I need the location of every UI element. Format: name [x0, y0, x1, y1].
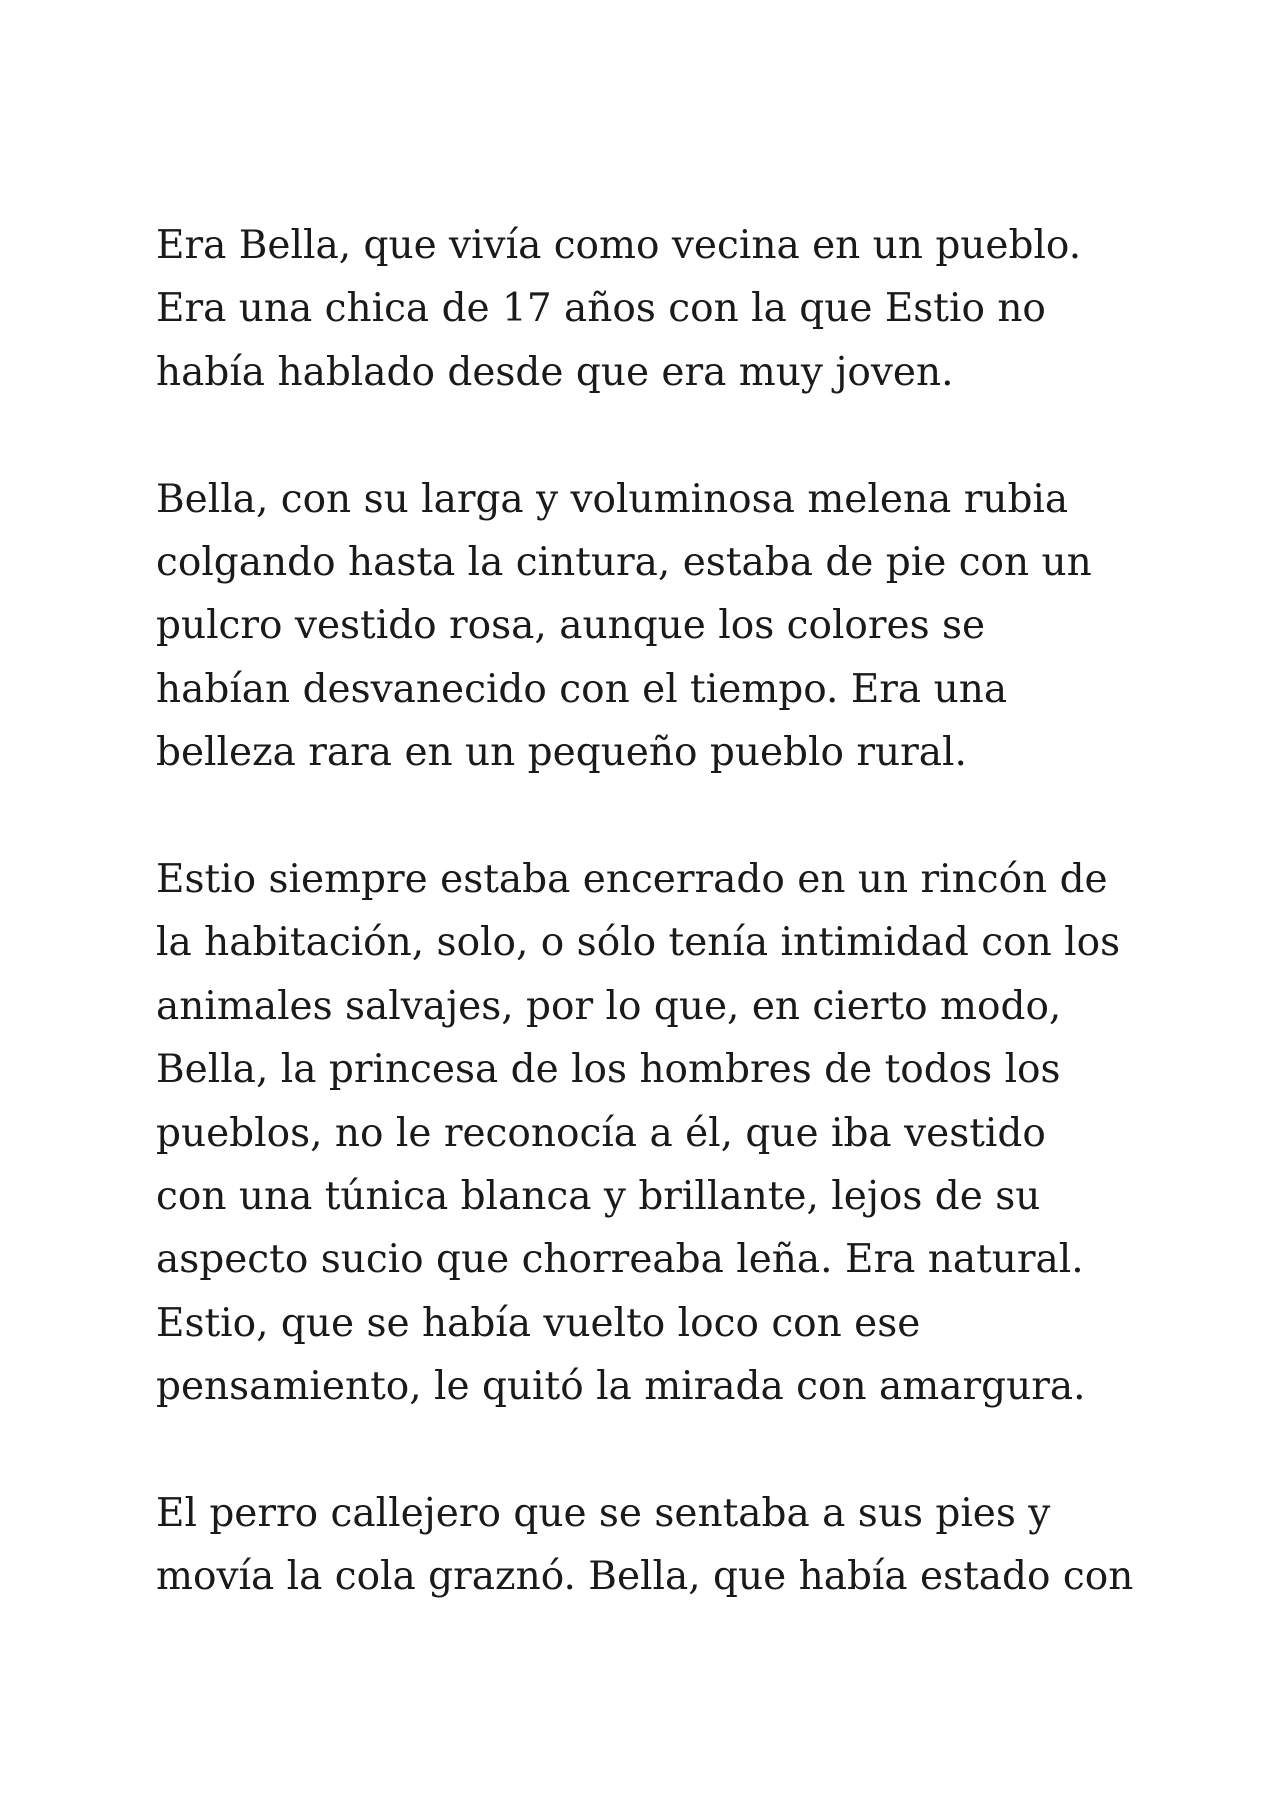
- text-line: animales salvajes, por lo que, en cierto modo,: [156, 983, 1062, 1029]
- text-line: habían desvanecido con el tiempo. Era una: [156, 666, 1008, 712]
- story-text: [156, 214, 1156, 1672]
- text-line: con una túnica blanca y brillante, lejos de su: [156, 1174, 1041, 1220]
- text-line: belleza rara en un pequeño pueblo rural.: [156, 730, 967, 776]
- text-line: Era Bella, que vivía como vecina en un pueblo.: [156, 223, 1082, 268]
- text-line: Bella, con su larga y voluminosa melena rubia: [156, 476, 1069, 522]
- paragraph-1: [156, 214, 1156, 404]
- text-line: Era una chica de 17 años con la que Estio no: [156, 286, 1046, 332]
- text-line: pensamiento, le quitó la mirada con amargura.: [156, 1364, 1086, 1410]
- text-line: El perro callejero que se sentaba a sus pies y: [156, 1491, 1051, 1537]
- text-line: Estio, que se había vuelto loco con ese: [156, 1300, 921, 1346]
- paragraph-2: [156, 468, 1156, 785]
- text-line: pulcro vestido rosa, aunque los colores se: [156, 603, 986, 649]
- text-line: la habitación, solo, o sólo tenía intimidad con los: [156, 920, 1121, 966]
- text-line: aspecto sucio que chorreaba leña. Era natural.: [156, 1237, 1084, 1283]
- text-line: pueblos, no le reconocía a él, que iba vestido: [156, 1110, 1046, 1156]
- text-line: había hablado desde que era muy joven.: [156, 349, 954, 395]
- text-line: Bella, la princesa de los hombres de todos los: [156, 1047, 1061, 1093]
- paragraph-3: [156, 848, 1156, 1419]
- text-line: movía la cola graznó. Bella, que había estado con: [156, 1554, 1134, 1600]
- paragraph-4: [156, 1482, 1156, 1609]
- text-line: colgando hasta la cintura, estaba de pie con un: [156, 540, 1092, 586]
- text-line: Estio siempre estaba encerrado en un rincón de: [156, 857, 1108, 903]
